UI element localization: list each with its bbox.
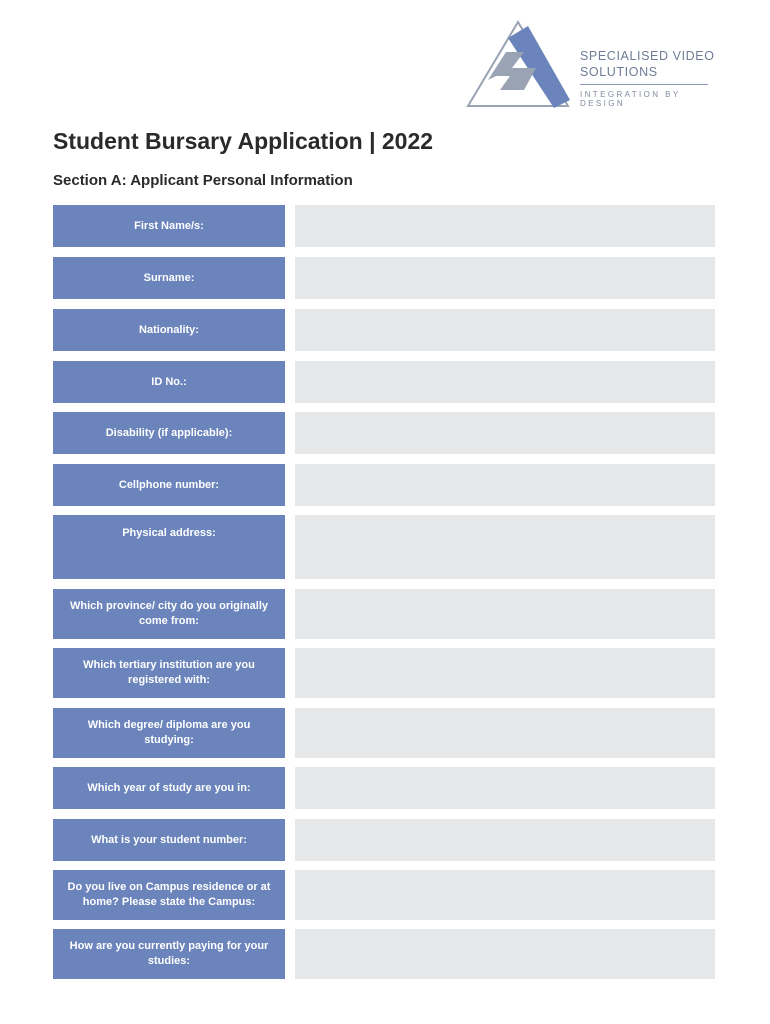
disability-label: Disability (if applicable): (53, 412, 285, 454)
form-row-student-number (53, 819, 715, 861)
degree-diploma-label: Which degree/ diploma are you studying: (53, 708, 285, 758)
form-row-province-city (53, 589, 715, 639)
logo-tagline: INTEGRATION BY DESIGN (580, 90, 681, 108)
province-city-label: Which province/ city do you originally come from: (53, 589, 285, 639)
form-row-year-of-study (53, 767, 715, 809)
form-row-degree-diploma (53, 708, 715, 758)
province-city-input[interactable] (295, 589, 715, 639)
cellphone-input[interactable] (295, 464, 715, 506)
company-logo (466, 18, 716, 110)
nationality-input[interactable] (295, 309, 715, 351)
form-row-surname (53, 257, 715, 299)
triangle-s-logo-icon (466, 18, 576, 110)
surname-label: Surname: (53, 257, 285, 299)
form-row-tertiary-institution (53, 648, 715, 698)
residence-label: Do you live on Campus residence or at home? Please state the Campus: (53, 870, 285, 920)
form-row-disability (53, 412, 715, 454)
degree-diploma-input[interactable] (295, 708, 715, 758)
id-number-input[interactable] (295, 361, 715, 403)
page-title: Student Bursary Application | 2022 (53, 128, 434, 154)
form-row-cellphone (53, 464, 715, 506)
form-row-nationality (53, 309, 715, 351)
residence-input[interactable] (295, 870, 715, 920)
year-of-study-input[interactable] (295, 767, 715, 809)
disability-input[interactable] (295, 412, 715, 454)
physical-address-label: Physical address: (53, 515, 285, 579)
first-name-label: First Name/s: (53, 205, 285, 247)
form-row-payment-method (53, 929, 715, 979)
student-number-input[interactable] (295, 819, 715, 861)
first-name-input[interactable] (295, 205, 715, 247)
logo-line-2: SOLUTIONS (580, 65, 658, 79)
id-number-label: ID No.: (53, 361, 285, 403)
student-number-label: What is your student number: (53, 819, 285, 861)
tertiary-institution-input[interactable] (295, 648, 715, 698)
nationality-label: Nationality: (53, 309, 285, 351)
physical-address-input[interactable] (295, 515, 715, 579)
form-row-id-number (53, 361, 715, 403)
year-of-study-label: Which year of study are you in: (53, 767, 285, 809)
form-row-physical-address (53, 515, 715, 579)
logo-divider (580, 84, 708, 85)
form-row-residence (53, 870, 715, 920)
form-row-first-name (53, 205, 715, 247)
tertiary-institution-label: Which tertiary institution are you registered with: (53, 648, 285, 698)
logo-line-1: SPECIALISED VIDEO (580, 49, 715, 63)
section-heading: Section A: Applicant Personal Information (53, 172, 353, 189)
surname-input[interactable] (295, 257, 715, 299)
payment-method-label: How are you currently paying for your studies: (53, 929, 285, 979)
payment-method-input[interactable] (295, 929, 715, 979)
cellphone-label: Cellphone number: (53, 464, 285, 506)
